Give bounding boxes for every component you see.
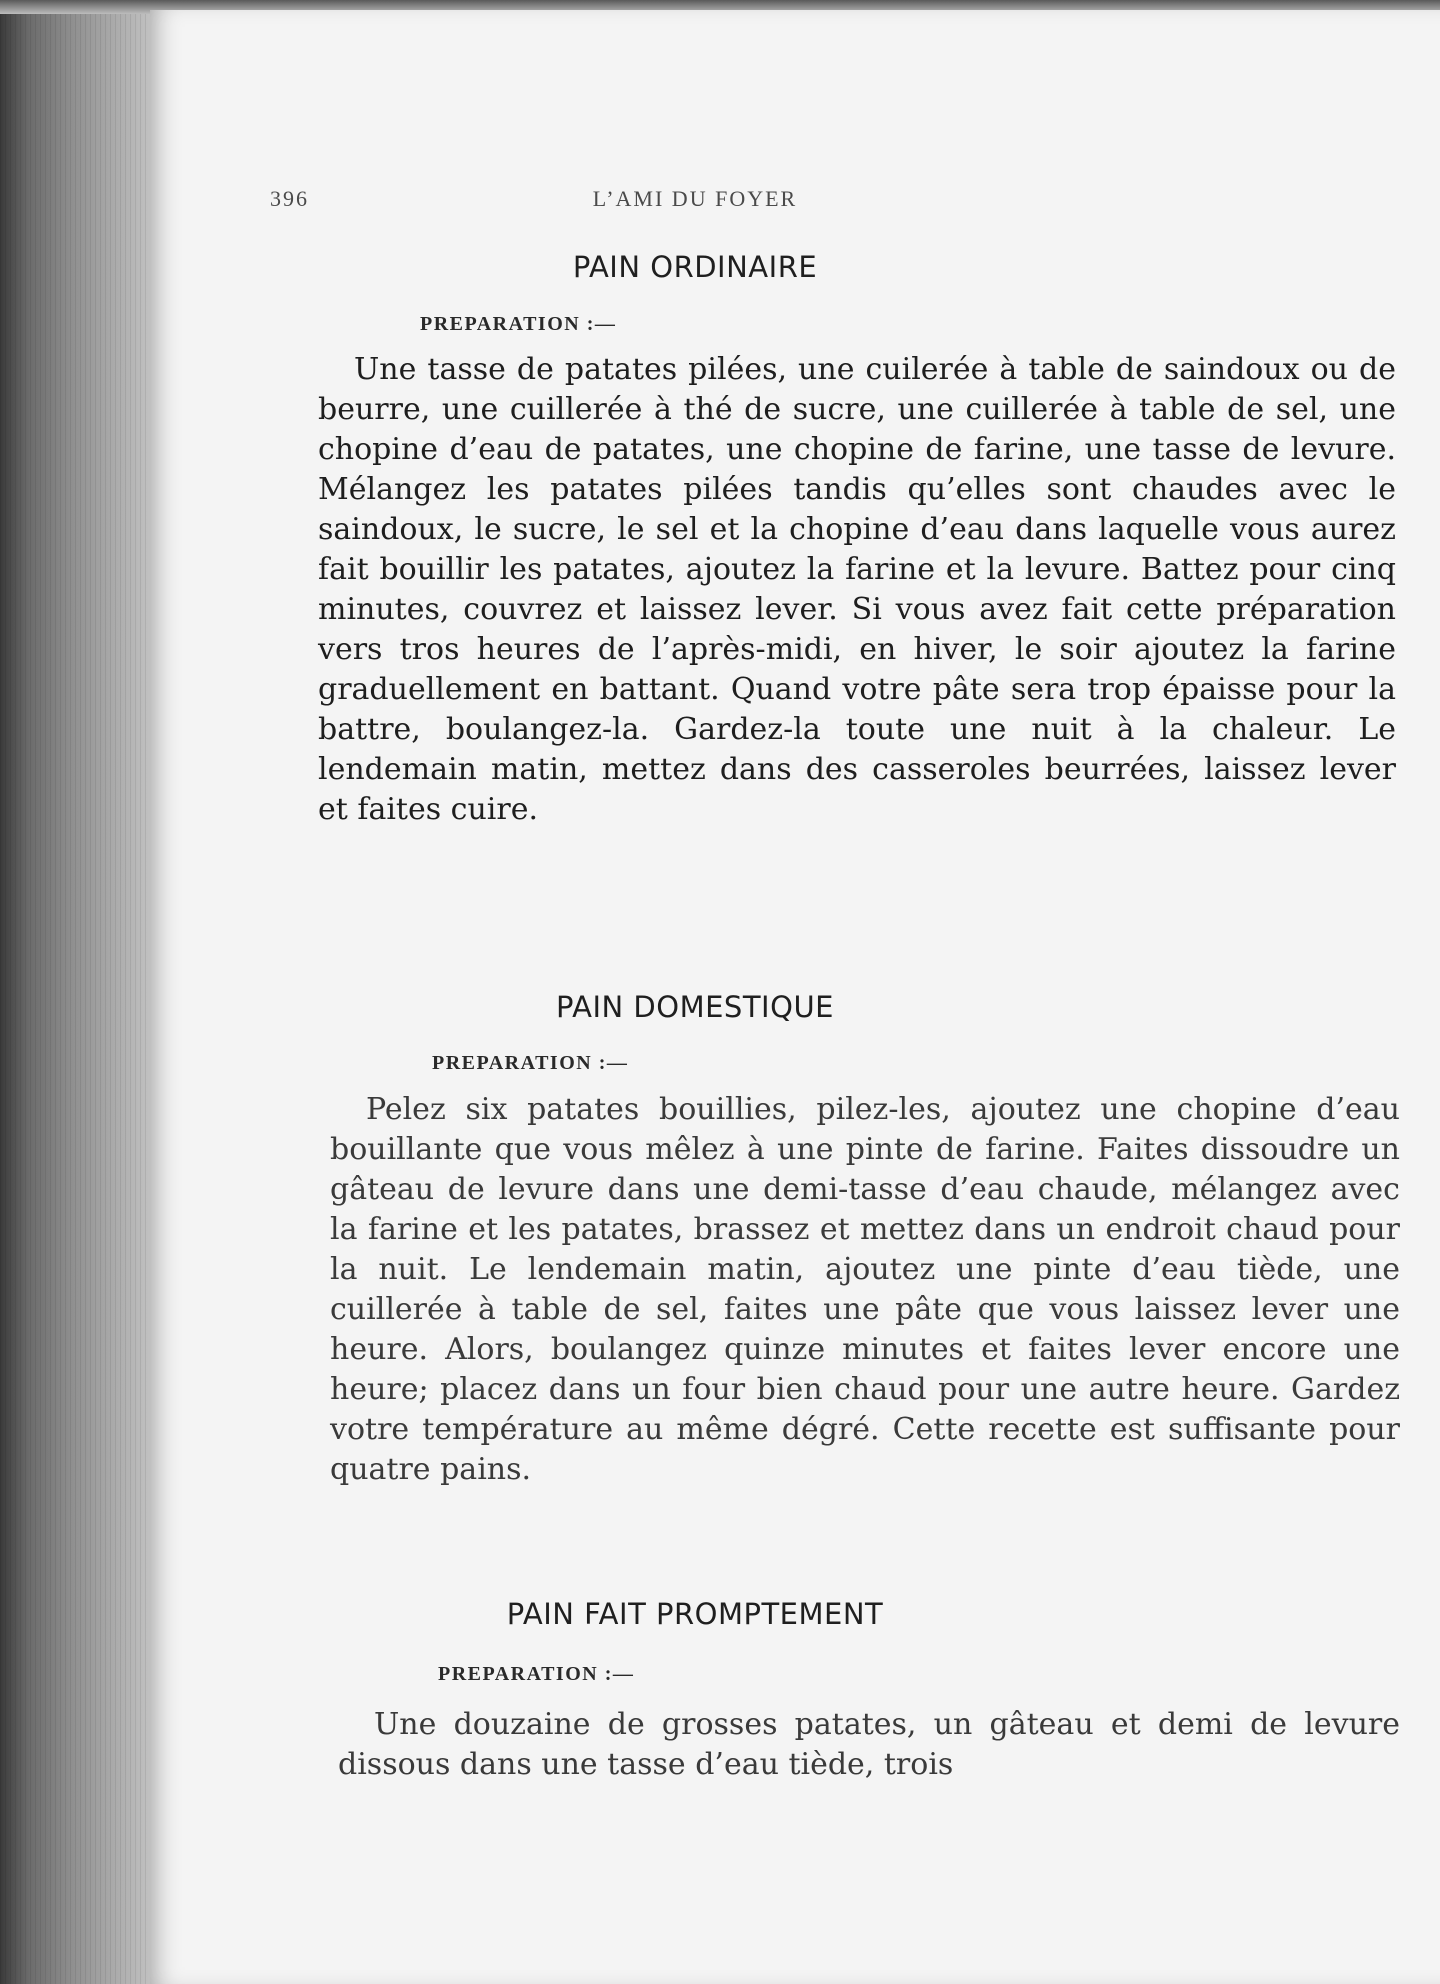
book-edge [0,0,160,1984]
recipe-title-pain-fait-promptement: PAIN FAIT PROMPTEMENT [506,1597,884,1631]
preparation-label: PREPARATION :— [432,1052,629,1074]
recipe-title-pain-domestique: PAIN DOMESTIQUE [556,990,834,1024]
book-edge-pages [0,0,160,1984]
recipe-body-pain-fait-promptement: Une douzaine de grosses patates, un gâteau et demi de levure dissous dans une tasse d’eau tiède, trois [338,1707,1400,1782]
preparation-label: PREPARATION :— [438,1663,635,1685]
running-head [270,186,1120,216]
recipe-body-pain-ordinaire: Une tasse de patates pilées, une cuilerée à table de saindoux ou de beurre, une cuillerée à thé de sucre, une cuillerée à table de sel, une chopine d’eau de patates, une chopine de farine, une tasse de levure. Mélangez les patates pilées tandis qu’elles sont chaudes avec le saindoux, le sucre, le sel et la chopine d’eau dans laquelle vous aurez fait bouillir les patates, ajoutez la farine et la levure. Battez pour cinq minutes, couvrez et laissez lever. Si vous avez fait cette préparation vers tros heures de l’après-midi, en hiver, le soir ajoutez la farine graduellement en battant. Quand votre pâte sera trop épaisse pour la battre, boulangez-la. Gardez-la toute une nuit à la chaleur. Le lendemain matin, mettez dans des casseroles beurrées, laissez lever et faites cuire. [318,352,1396,827]
preparation-label: PREPARATION :— [420,313,617,335]
page-number: 396 [270,186,309,211]
book-title: L’AMI DU FOYER [592,186,798,211]
recipe-body-pain-domestique: Pelez six patates bouillies, pilez-les, ajoutez une chopine d’eau bouillante que vous mêlez à une pinte de farine. Faites dissoudre un gâteau de levure dans une demi-tasse d’eau chaude, mélangez avec la farine et les patates, brassez et mettez dans un endroit chaud pour la nuit. Le lendemain matin, ajoutez une pinte d’eau tiède, une cuillerée à table de sel, faites une pâte que vous laissez lever une heure. Alors, boulangez quinze minutes et faites lever encore une heure; placez dans un four bien chaud pour une autre heure. Gardez votre température au même dégré. Cette recette est suffisante pour quatre pains. [330,1092,1400,1487]
recipe-title-pain-ordinaire: PAIN ORDINAIRE [572,250,818,284]
